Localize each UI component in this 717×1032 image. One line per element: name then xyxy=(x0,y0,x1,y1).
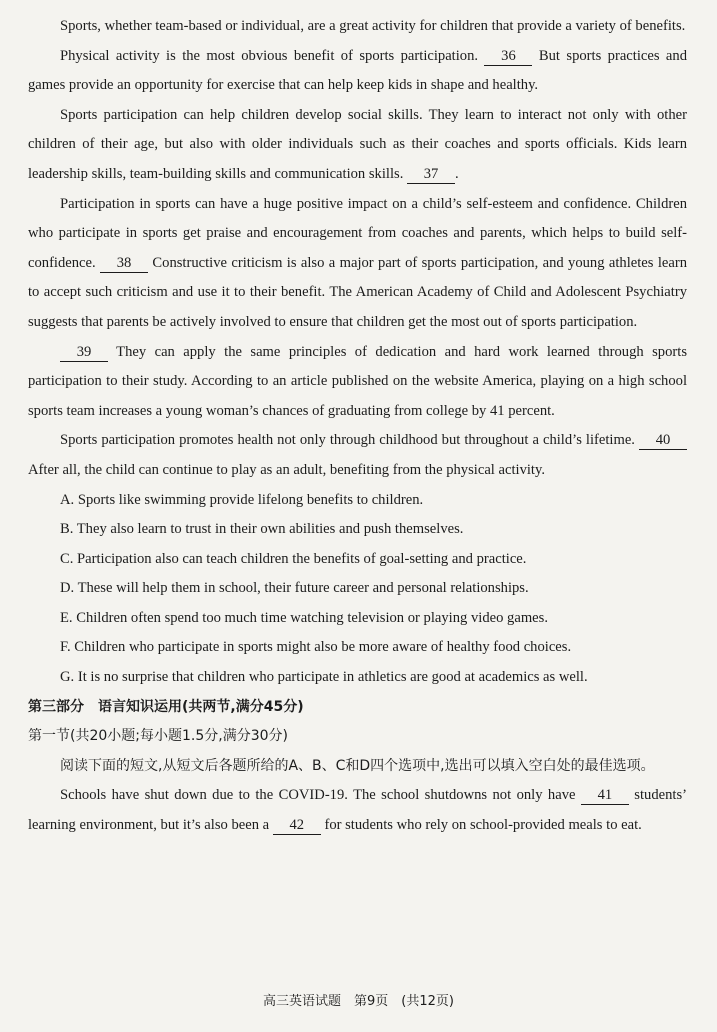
paragraph-1: Sports, whether team-based or individual, are a great activity for children that provide a variety of benefits. xyxy=(60,18,686,34)
blank-40: 40 xyxy=(639,431,687,450)
option-b: B. They also learn to trust in their own abilities and push themselves. xyxy=(60,521,464,538)
blank-36: 36 xyxy=(484,47,532,66)
section-instruction: 阅读下面的短文,从短文后各题所给的A、B、C和D四个选项中,选出可以填入空白处的最佳选项。 xyxy=(60,757,655,774)
paragraph-4: Participation in sports can have a huge positive impact on a child’s self-esteem and confidence. Children who participate in sports get praise and encouragement from coaches and parents, which helps to build self-confidence. 38 Constructive criticism is also a major part of sports participation, and young athletes learn to accept such criticism and use it to their benefit. The American Academy of Child and Adolescent Psychiatry suggests that parents be actively involved to ensure that children get the most out of sports participation. xyxy=(28,195,687,330)
section-subtitle: 第一节(共20小题;每小题1.5分,满分30分) xyxy=(28,728,288,745)
paragraph-2: Physical activity is the most obvious benefit of sports participation. 36 But sports practices and games provide an opportunity for exercise that can help keep kids in shape and healthy. xyxy=(28,47,688,94)
blank-37: 37 xyxy=(407,165,455,184)
option-e: E. Children often spend too much time watching television or playing video games. xyxy=(60,609,548,626)
option-g: G. It is no surprise that children who participate in athletics are good at academics as well. xyxy=(60,669,588,686)
blank-38: 38 xyxy=(100,254,148,273)
option-list xyxy=(28,486,687,693)
blank-41: 41 xyxy=(581,786,629,805)
option-c: C. Participation also can teach children the benefits of goal-setting and practice. xyxy=(60,550,527,567)
section-title: 第三部分 语言知识运用(共两节,满分45分) xyxy=(28,698,304,715)
paragraph-5: 39 They can apply the same principles of dedication and hard work learned through sports participation to their study. According to an article published on the website America, playing on a high school sports team increases a young woman’s chances of graduating from college by 41 percent. xyxy=(28,343,687,419)
paragraph-6: Sports participation promotes health not only through childhood but throughout a child’s lifetime. 40 After all, the child can continue to play as an adult, benefiting from the physical activity. xyxy=(28,426,687,485)
option-f: F. Children who participate in sports might also be more aware of healthy food choices. xyxy=(60,639,572,656)
page-footer: 高三英语试题 第9页 (共12页) xyxy=(263,994,454,1009)
paragraph-3: Sports participation can help children develop social skills. They learn to interact not only with other children of their age, but also with older individuals such as their coaches and sports officials. Kids learn leadership skills, team-building skills and communication skills. 37 . xyxy=(28,106,687,182)
option-d: D. These will help them in school, their future career and personal relationships. xyxy=(60,580,529,597)
blank-39: 39 xyxy=(60,343,108,362)
blank-42: 42 xyxy=(273,816,321,835)
cloze-paragraph: Schools have shut down due to the COVID-19. The school shutdowns not only have 41 students’ learning environment, but it’s also been a 42 for students who rely on school-provided meals to eat. xyxy=(28,787,687,834)
option-a: A. Sports like swimming provide lifelong benefits to children. xyxy=(60,491,424,508)
